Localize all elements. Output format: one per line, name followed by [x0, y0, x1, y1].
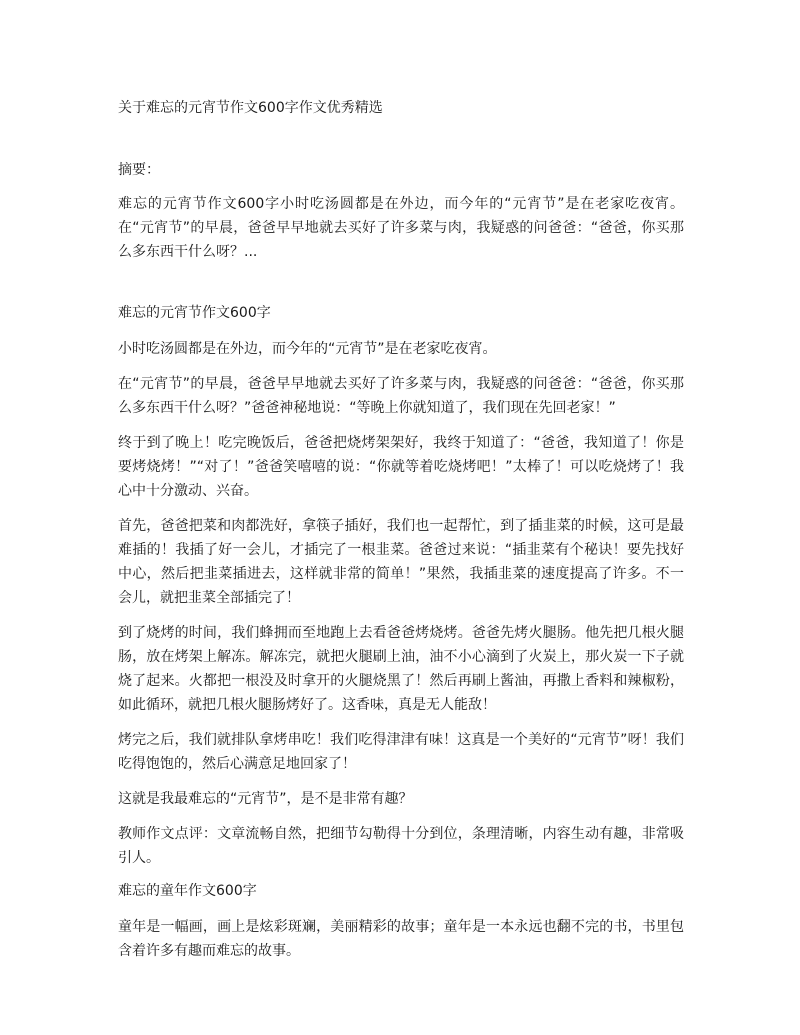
paragraph: 这就是我最难忘的“元宵节”，是不是非常有趣？ — [118, 791, 413, 807]
paragraph: 童年是一幅画，画上是炫彩斑斓，美丽精彩的故事；童年是一本永远也翻不完的书，书里包含着许多有趣而难忘的故事。 — [118, 919, 684, 959]
paragraph: 在“元宵节”的早晨，爸爸早早地就去买好了许多菜与肉，我疑惑的问爸爸：“爸爸，你买那么多东西干什么呀？”爸爸神秘地说：“等晚上你就知道了，我们现在先回老家！” — [118, 376, 684, 416]
article-body — [118, 303, 684, 974]
paragraph: 教师作文点评：文章流畅自然，把细节勾勒得十分到位，条理清晰，内容生动有趣，非常吸引人。 — [118, 826, 684, 866]
section-title: 难忘的童年作文600字 — [118, 883, 257, 899]
paragraph: 终于到了晚上！吃完晚饭后，爸爸把烧烤架架好，我终于知道了：“爸爸，我知道了！你是要烤烧烤！”“对了！”爸爸笑嘻嘻的说：“你就等着吃烧烤吧！”太棒了！可以吃烧烤了！我心中十分激动、兴奋。 — [118, 435, 684, 499]
abstract-body: 难忘的元宵节作文600字小时吃汤圆都是在外边，而今年的“元宵节”是在老家吃夜宵。在“元宵节”的早晨，爸爸早早地就去买好了许多菜与肉，我疑惑的问爸爸：“爸爸，你买那么多东西干什么呀？... — [118, 196, 684, 260]
section-title: 难忘的元宵节作文600字 — [118, 305, 271, 321]
paragraph: 到了烧烤的时间，我们蜂拥而至地跑上去看爸爸烤烧烤。爸爸先烤火腿肠。他先把几根火腿肠，放在烤架上解冻。解冻完，就把火腿刷上油，油不小心滴到了火炭上，那火炭一下子就烧了起来。火都把一根没及时拿开的火腿烧黑了！然后再刷上酱油，再撒上香料和辣椒粉，如此循环，就把几根火腿肠烤好了。这香味，真是无人能敌！ — [118, 625, 684, 713]
document-title: 关于难忘的元宵节作文600字作文优秀精选 — [118, 100, 383, 116]
paragraph: 小时吃汤圆都是在外边，而今年的“元宵节”是在老家吃夜宵。 — [118, 341, 497, 357]
paragraph: 烤完之后，我们就排队拿烤串吃！我们吃得津津有味！这真是一个美好的“元宵节”呀！我们吃得饱饱的，然后心满意足地回家了！ — [118, 732, 684, 772]
abstract-label: 摘要： — [118, 162, 160, 178]
paragraph: 首先，爸爸把菜和肉都洗好，拿筷子插好，我们也一起帮忙，到了插韭菜的时候，这可是最难插的！我插了好一会儿，才插完了一根韭菜。爸爸过来说：“插韭菜有个秘诀！要先找好中心，然后把韭菜插进去，这样就非常的简单！”果然，我插韭菜的速度提高了许多。不一会儿，就把韭菜全部插完了！ — [118, 518, 684, 606]
